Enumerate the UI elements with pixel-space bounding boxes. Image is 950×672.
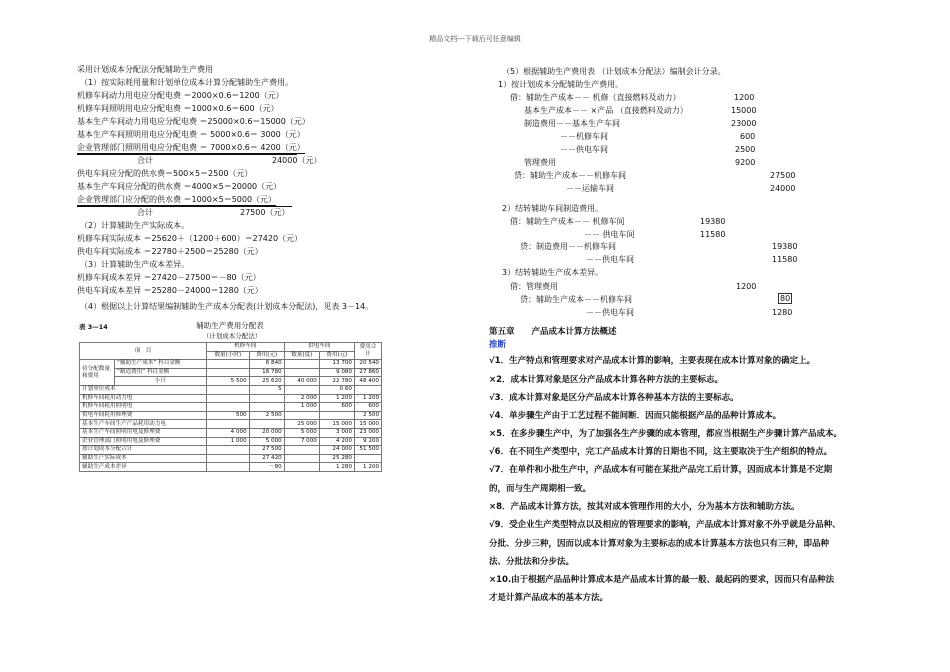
left-line: （4）根据以上计算结果编制辅助生产成本分配表(计划成本分配法)，见表 3－14。 bbox=[80, 302, 374, 311]
list-item: 才是计算产品成本的基本方法。 bbox=[489, 593, 609, 603]
amount: 600 bbox=[740, 132, 756, 141]
table-cell: 待分配数量和费用 bbox=[80, 360, 115, 386]
table-cell: 机修车间耗用动力电 bbox=[80, 394, 207, 403]
table-header: 供电车间 bbox=[284, 343, 354, 352]
table-cell: 22 780 bbox=[319, 377, 354, 386]
right-line: －－供电车间 bbox=[560, 145, 608, 154]
table-cell bbox=[284, 360, 319, 369]
list-item: 的，而与生产周期相一致。 bbox=[489, 484, 592, 494]
table-cell bbox=[207, 385, 250, 394]
table-row bbox=[80, 394, 382, 403]
right-line: －－供电车间 bbox=[586, 255, 634, 264]
left-line: 合计 bbox=[137, 156, 153, 165]
left-line: 企业管理部门应分配的供水费 ＝1000×5＝5000（元） bbox=[77, 195, 277, 204]
table-title: 辅助生产费用分配表 bbox=[196, 321, 264, 330]
table-cell bbox=[284, 454, 319, 463]
list-item: 分批、分步三种，因而以成本计算对象为主要标志的成本计算基本方法也只有三种，即品种 bbox=[489, 539, 830, 549]
table-cell: 辅助生产实际成本 bbox=[80, 454, 207, 463]
left-line: 企业管理部门照明用电应分配电费 ＝ 7000×0.6＝ 4200（元） bbox=[77, 143, 305, 152]
table-cell: 1 000 bbox=[284, 403, 319, 412]
table-cell: 25 000 bbox=[284, 420, 319, 429]
table-row bbox=[80, 446, 382, 455]
list-item: √9．受企业生产类型特点以及相应的管理要求的影响，产品成本计算对象不外乎就是分品种、 bbox=[489, 520, 841, 530]
list-item: ×10.由于根据产品品种计算成本是产品成本计算的最一般、最起码的要求，因而只有品种法 bbox=[489, 575, 835, 585]
table-cell: 25 280 bbox=[319, 454, 354, 463]
table-cell: 600 bbox=[319, 403, 354, 412]
table-cell: 23 000 bbox=[355, 428, 382, 437]
left-line: （2）计算辅助生产实际成本。 bbox=[80, 221, 190, 230]
right-line: （5）根据辅助生产费用表 （计划成本分配法）编制会计分录。 bbox=[502, 67, 726, 76]
table-row bbox=[80, 411, 382, 420]
list-item: 法、分批法和分步法。 bbox=[489, 557, 575, 567]
table-cell: 3 000 bbox=[319, 428, 354, 437]
table-cell: 企业管理部门照明用电及修理费 bbox=[80, 437, 207, 446]
table-cell: 7 000 bbox=[284, 437, 319, 446]
right-line: 制造费用－－基本生产车间 bbox=[524, 119, 620, 128]
table-row bbox=[80, 403, 382, 412]
table-cell bbox=[207, 394, 250, 403]
table-cell: 供电车间耗用修理费 bbox=[80, 411, 207, 420]
table-cell: 2 000 bbox=[284, 394, 319, 403]
table-cell bbox=[355, 385, 382, 394]
divider bbox=[77, 206, 292, 207]
table-label: 表 3—14 bbox=[79, 323, 108, 331]
table-header: 数量(度) bbox=[284, 351, 319, 360]
right-line: 基本生产成本－－ ×产品 （直接燃料及动力） bbox=[524, 106, 688, 115]
table-cell bbox=[284, 385, 319, 394]
amount: 27500 bbox=[770, 171, 796, 180]
table-header: 费用(元) bbox=[249, 351, 284, 360]
table-cell bbox=[284, 446, 319, 455]
table-header: 费用合计 bbox=[355, 343, 382, 360]
right-line: －－供电车间 bbox=[586, 308, 634, 317]
table-cell: 9 200 bbox=[355, 437, 382, 446]
list-item: √6．在不同生产类型中，完工产品成本计算的日期也不同，这主要取决于生产组织的特点。 bbox=[489, 447, 833, 457]
left-line: 合计 bbox=[137, 208, 153, 217]
left-line: 供电车间成本差异 ＝25280－24000＝1280（元） bbox=[77, 286, 263, 295]
right-line: －－ 供电车间 bbox=[584, 230, 635, 239]
left-line: 机修车间动力用电应分配电费 ＝2000×0.6＝1200（元） bbox=[77, 91, 284, 100]
table-cell: 机修车间耗用照明电 bbox=[80, 403, 207, 412]
table-header: 项 目 bbox=[80, 343, 207, 360]
table-cell bbox=[284, 368, 319, 377]
table-cell bbox=[207, 454, 250, 463]
table-row bbox=[80, 377, 382, 386]
table-cell bbox=[355, 454, 382, 463]
table-header: 机修车间 bbox=[207, 343, 285, 352]
table-cell: 18 780 bbox=[249, 368, 284, 377]
right-line: 贷：制造费用－－机修车间 bbox=[520, 242, 616, 251]
amount bbox=[778, 294, 792, 304]
table-cell: 1 200 bbox=[319, 394, 354, 403]
right-line: －－机修车间 bbox=[560, 132, 608, 141]
table-cell: 40 000 bbox=[284, 377, 319, 386]
table-cell: 辅助生产成本差异 bbox=[80, 463, 207, 472]
left-line: 机修车间实际成本 ＝25620＋（1200＋600）＝27420（元） bbox=[77, 234, 303, 243]
table-cell bbox=[207, 463, 250, 472]
table-row bbox=[80, 420, 382, 429]
right-line: 借：管理费用 bbox=[510, 282, 558, 291]
table-cell: 基本生产车间照明用电及修理费 bbox=[80, 428, 207, 437]
right-line: 借：辅助生产成本－－ 机修（直接燃料及动力） bbox=[510, 93, 681, 102]
right-line: 管理费用 bbox=[524, 158, 556, 167]
table-cell: 按计划成本分配合计 bbox=[80, 446, 207, 455]
table-cell bbox=[319, 411, 354, 420]
allocation-table bbox=[79, 342, 382, 472]
chapter-title: 第五章 产品成本计算方法概述 bbox=[489, 327, 617, 337]
right-line: －－运输车间 bbox=[566, 184, 614, 193]
table-cell: 48 400 bbox=[355, 377, 382, 386]
table-header: 数量(小时) bbox=[207, 351, 250, 360]
table-row bbox=[80, 428, 382, 437]
table-row bbox=[80, 368, 382, 377]
boxed-amount: 80 bbox=[780, 294, 791, 303]
left-line: 采用计划成本分配法分配辅助生产费用 bbox=[77, 65, 213, 74]
left-line: 机修车间成本差异 ＝27420－27500＝－80（元） bbox=[77, 273, 261, 282]
table-cell: 小计 bbox=[115, 377, 207, 386]
amount: 24000 bbox=[770, 184, 796, 193]
table-row bbox=[80, 437, 382, 446]
amount: 1280 bbox=[772, 308, 793, 317]
table-cell: 500 bbox=[207, 411, 250, 420]
table-cell: 基本生产车间生产产品耗用动力电 bbox=[80, 420, 207, 429]
table-cell: 15 000 bbox=[355, 420, 382, 429]
amount: 19380 bbox=[772, 242, 798, 251]
amount: 2500 bbox=[735, 145, 756, 154]
table-cell: 27 860 bbox=[355, 368, 382, 377]
table-cell: 15 000 bbox=[319, 420, 354, 429]
right-line: 贷：辅助生产成本－－机修车间 bbox=[514, 171, 626, 180]
table-cell: 20 540 bbox=[355, 360, 382, 369]
table-cell bbox=[249, 394, 284, 403]
table-cell: 0.60 bbox=[319, 385, 354, 394]
table-cell: 9 080 bbox=[319, 368, 354, 377]
amount: 9200 bbox=[735, 158, 756, 167]
table-cell bbox=[207, 360, 250, 369]
amount: 1200 bbox=[736, 282, 757, 291]
table-cell: 4 200 bbox=[319, 437, 354, 446]
right-line: 借：辅助生产成本－－ 机修车间 bbox=[510, 217, 625, 226]
table-cell: 51 500 bbox=[355, 446, 382, 455]
table-cell: 5 bbox=[249, 385, 284, 394]
list-item: √7．在单件和小批生产中，产品成本有可能在某批产品完工后计算，因而成本计算是不定期 bbox=[489, 465, 833, 475]
left-line: （3）计算辅助生产成本差异。 bbox=[80, 260, 190, 269]
amount: 19380 bbox=[700, 217, 726, 226]
table-cell: “辅助生产成本” 科目金额 bbox=[115, 360, 207, 369]
table-cell: －80 bbox=[249, 463, 284, 472]
amount: 11580 bbox=[700, 230, 726, 239]
table-cell: 20 000 bbox=[249, 428, 284, 437]
table-cell: 27 500 bbox=[249, 446, 284, 455]
table-cell: 600 bbox=[355, 403, 382, 412]
left-line: 基本生产车间照明用电应分配电费 ＝ 5000×0.6＝ 3000（元） bbox=[77, 130, 305, 139]
table-cell: 1 000 bbox=[207, 437, 250, 446]
table-cell: 1 280 bbox=[319, 463, 354, 472]
table-cell: 2 500 bbox=[249, 411, 284, 420]
table-cell bbox=[284, 411, 319, 420]
amount: 1200 bbox=[734, 93, 755, 102]
table-cell bbox=[207, 446, 250, 455]
table-subtitle: （计划成本分配法） bbox=[202, 332, 262, 340]
table-row bbox=[80, 463, 382, 472]
table-row bbox=[80, 385, 382, 394]
table-cell: 计划单位成本 bbox=[80, 385, 207, 394]
amount: 11580 bbox=[772, 255, 798, 264]
table-header: 费用(元) bbox=[319, 351, 354, 360]
table-cell bbox=[207, 403, 250, 412]
table-cell bbox=[207, 420, 250, 429]
table-cell: 1 200 bbox=[355, 463, 382, 472]
table-cell bbox=[207, 368, 250, 377]
list-item: ×8．产品成本计算方法，按其对成本管理作用的大小，分为基本方法和辅助方法。 bbox=[489, 502, 800, 512]
table-cell: 2 500 bbox=[355, 411, 382, 420]
list-item: √4．单步骤生产由于工艺过程不能间断．因而只能根据产品的品种计算成本。 bbox=[489, 411, 782, 421]
table-cell: 25 620 bbox=[249, 377, 284, 386]
page-header: 精品文档---下载后可任意编辑 bbox=[429, 35, 521, 43]
list-item: √3．成本计算对象是区分产品成本计算各种基本方法的主要标志。 bbox=[489, 393, 739, 403]
left-line: 机修车间照明用电应分配电费 ＝1000×0.6＝600（元） bbox=[77, 104, 279, 113]
table-cell bbox=[249, 403, 284, 412]
table-cell bbox=[284, 463, 319, 472]
left-line: 27500（元） bbox=[240, 208, 290, 217]
table-cell: 27 420 bbox=[249, 454, 284, 463]
left-line: 24000（元） bbox=[272, 156, 322, 165]
left-line: 供电车间实际成本 ＝22780＋2500＝25280（元） bbox=[77, 247, 263, 256]
section-title: 推断 bbox=[489, 340, 507, 350]
table-row bbox=[80, 454, 382, 463]
right-line: 贷：辅助生产成本－－机修车间 bbox=[520, 295, 632, 304]
divider bbox=[77, 154, 297, 155]
list-item: √1．生产特点和管理要求对产品成本计算的影响，主要表现在成本计算对象的确定上。 bbox=[489, 356, 816, 366]
amount: 15000 bbox=[731, 106, 757, 115]
table-cell bbox=[249, 420, 284, 429]
left-line: （1）按实际耗用量和计划单位成本计算分配辅助生产费用。 bbox=[80, 78, 294, 87]
left-line: 基本生产车间动力用电应分配电费 ＝25000×0.6＝15000（元） bbox=[77, 117, 310, 126]
left-line: 基本生产车间应分配的供水费 ＝4000×5＝20000（元） bbox=[77, 182, 282, 191]
list-item: ×2．成本计算对象是区分产品成本计算各种方法的主要标志。 bbox=[489, 375, 724, 385]
table-cell: 24 000 bbox=[319, 446, 354, 455]
list-item: ×5．在多步骤生产中，为了加强各生产步骤的成本管理，都应当根据生产步骤计算产品成本。 bbox=[489, 429, 843, 439]
table-cell: 13 700 bbox=[319, 360, 354, 369]
table-cell: 1 200 bbox=[355, 394, 382, 403]
amount: 23000 bbox=[731, 119, 757, 128]
table-row bbox=[80, 360, 382, 369]
right-line: 3）结转辅助生产成本差异。 bbox=[502, 268, 604, 277]
table-cell: “制造费用” 科目金额 bbox=[115, 368, 207, 377]
right-line: 1）按计划成本分配辅助生产费用。 bbox=[498, 80, 624, 89]
right-line: 2）结转辅助车间制造费用。 bbox=[502, 204, 604, 213]
left-line: 供电车间应分配的供水费＝500×5＝2500（元） bbox=[77, 169, 253, 178]
table-cell: 5 000 bbox=[284, 428, 319, 437]
table-cell: 6 840 bbox=[249, 360, 284, 369]
table-cell: 5 500 bbox=[207, 377, 250, 386]
table-cell: 5 000 bbox=[249, 437, 284, 446]
table-cell: 4 000 bbox=[207, 428, 250, 437]
